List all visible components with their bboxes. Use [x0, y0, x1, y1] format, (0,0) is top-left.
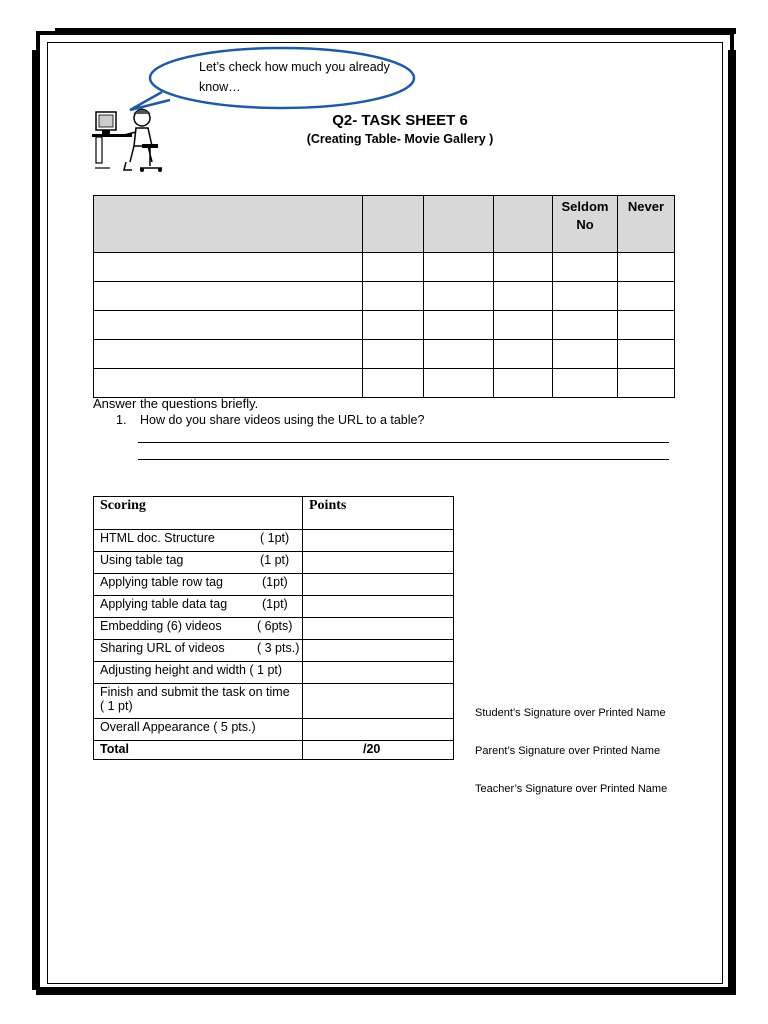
scoring-row	[94, 618, 454, 640]
bubble-text: Let’s check how much you already know…	[199, 60, 390, 94]
survey-cell	[94, 282, 363, 311]
criterion-points: ( 3 pts.)	[257, 641, 300, 655]
points-cell[interactable]	[303, 719, 454, 741]
points-cell[interactable]	[303, 618, 454, 640]
question-text: How do you share videos using the URL to a table?	[140, 413, 425, 427]
survey-row	[94, 369, 675, 398]
survey-cell	[618, 340, 675, 369]
student-signature-label: Student’s Signature over Printed Name	[475, 707, 666, 719]
scoring-row	[94, 662, 454, 684]
criterion-label: Adjusting height and width ( 1 pt)	[100, 663, 283, 677]
criterion-label: Finish and submit the task on time ( 1 pt)	[100, 685, 290, 713]
survey-header-never: Never	[618, 196, 675, 253]
question-number: 1.	[116, 413, 127, 427]
survey-header-cell	[424, 196, 494, 253]
criterion-cell	[94, 552, 303, 574]
survey-header-cell	[94, 196, 363, 253]
teacher-signature-label: Teacher’s Signature over Printed Name	[475, 783, 668, 795]
criterion-points: (1pt)	[262, 597, 288, 611]
points-cell[interactable]	[303, 640, 454, 662]
page-border-shadow-bottom	[40, 987, 730, 995]
survey-cell	[618, 369, 675, 398]
page-subtitle: (Creating Table- Movie Gallery )	[306, 132, 494, 146]
points-cell[interactable]	[303, 574, 454, 596]
points-cell[interactable]	[303, 552, 454, 574]
criterion-cell	[94, 662, 303, 684]
scoring-row	[94, 596, 454, 618]
points-cell[interactable]	[303, 684, 454, 719]
survey-cell	[553, 340, 618, 369]
survey-cell	[94, 311, 363, 340]
survey-cell	[553, 311, 618, 340]
total-row	[94, 741, 454, 760]
scoring-table	[93, 496, 454, 760]
criterion-cell	[94, 640, 303, 662]
total-value: /20	[303, 741, 454, 760]
page-border-shadow-top	[55, 28, 736, 34]
survey-cell	[618, 282, 675, 311]
scoring-row	[94, 640, 454, 662]
answer-instruction: Answer the questions briefly.	[93, 396, 259, 411]
survey-cell	[94, 253, 363, 282]
survey-cell	[424, 340, 494, 369]
criterion-label: Sharing URL of videos	[100, 641, 225, 655]
page-title: Q2- TASK SHEET 6	[332, 112, 468, 129]
criterion-label: Overall Appearance ( 5 pts.)	[100, 720, 256, 734]
criterion-cell	[94, 596, 303, 618]
parent-signature-label: Parent’s Signature over Printed Name	[475, 745, 661, 757]
survey-header-row	[94, 196, 675, 253]
criterion-points: ( 6pts)	[257, 619, 293, 633]
scoring-row	[94, 530, 454, 552]
survey-header-seldom: Seldom No	[553, 196, 618, 253]
survey-cell	[618, 311, 675, 340]
criterion-label: Applying table data tag	[100, 597, 228, 611]
criterion-label: HTML doc. Structure	[100, 531, 215, 545]
survey-cell	[424, 282, 494, 311]
criterion-points: (1pt)	[262, 575, 288, 589]
scoring-header: Scoring	[94, 497, 303, 530]
survey-cell	[94, 369, 363, 398]
points-cell[interactable]	[303, 596, 454, 618]
page-border-shadow-right	[728, 50, 736, 995]
question-1	[116, 413, 424, 427]
criterion-cell	[94, 719, 303, 741]
survey-cell	[494, 340, 553, 369]
survey-header-cell	[494, 196, 553, 253]
scoring-row	[94, 719, 454, 741]
criterion-label: Using table tag	[100, 553, 184, 567]
criterion-points: ( 1pt)	[260, 531, 290, 545]
points-cell[interactable]	[303, 662, 454, 684]
survey-cell	[363, 253, 424, 282]
points-cell[interactable]	[303, 530, 454, 552]
survey-cell	[424, 311, 494, 340]
criterion-cell	[94, 574, 303, 596]
survey-row	[94, 253, 675, 282]
survey-table	[93, 195, 675, 398]
criterion-cell	[94, 618, 303, 640]
survey-cell	[553, 253, 618, 282]
scoring-row	[94, 552, 454, 574]
criterion-label: Applying table row tag	[100, 575, 223, 589]
survey-cell	[424, 253, 494, 282]
survey-header-cell	[363, 196, 424, 253]
survey-cell	[618, 253, 675, 282]
survey-row	[94, 311, 675, 340]
survey-cell	[494, 369, 553, 398]
survey-cell	[494, 282, 553, 311]
total-label: Total	[94, 741, 303, 760]
survey-row	[94, 282, 675, 311]
scoring-row	[94, 574, 454, 596]
criterion-cell	[94, 684, 303, 719]
scoring-header-row	[94, 497, 454, 530]
survey-cell	[363, 282, 424, 311]
criterion-points: (1 pt)	[260, 553, 290, 567]
criterion-label: Embedding (6) videos	[100, 619, 222, 633]
survey-row	[94, 340, 675, 369]
survey-cell	[553, 282, 618, 311]
survey-cell	[363, 369, 424, 398]
answer-line[interactable]	[138, 459, 669, 460]
answer-line[interactable]	[138, 442, 669, 443]
survey-cell	[424, 369, 494, 398]
survey-cell	[363, 311, 424, 340]
survey-cell	[94, 340, 363, 369]
survey-cell	[363, 340, 424, 369]
points-header: Points	[303, 497, 454, 530]
student-computer-clipart	[90, 100, 170, 176]
page-border-shadow-left	[32, 50, 40, 990]
criterion-cell	[94, 530, 303, 552]
scoring-row	[94, 684, 454, 719]
survey-cell	[553, 369, 618, 398]
survey-cell	[494, 253, 553, 282]
survey-cell	[494, 311, 553, 340]
